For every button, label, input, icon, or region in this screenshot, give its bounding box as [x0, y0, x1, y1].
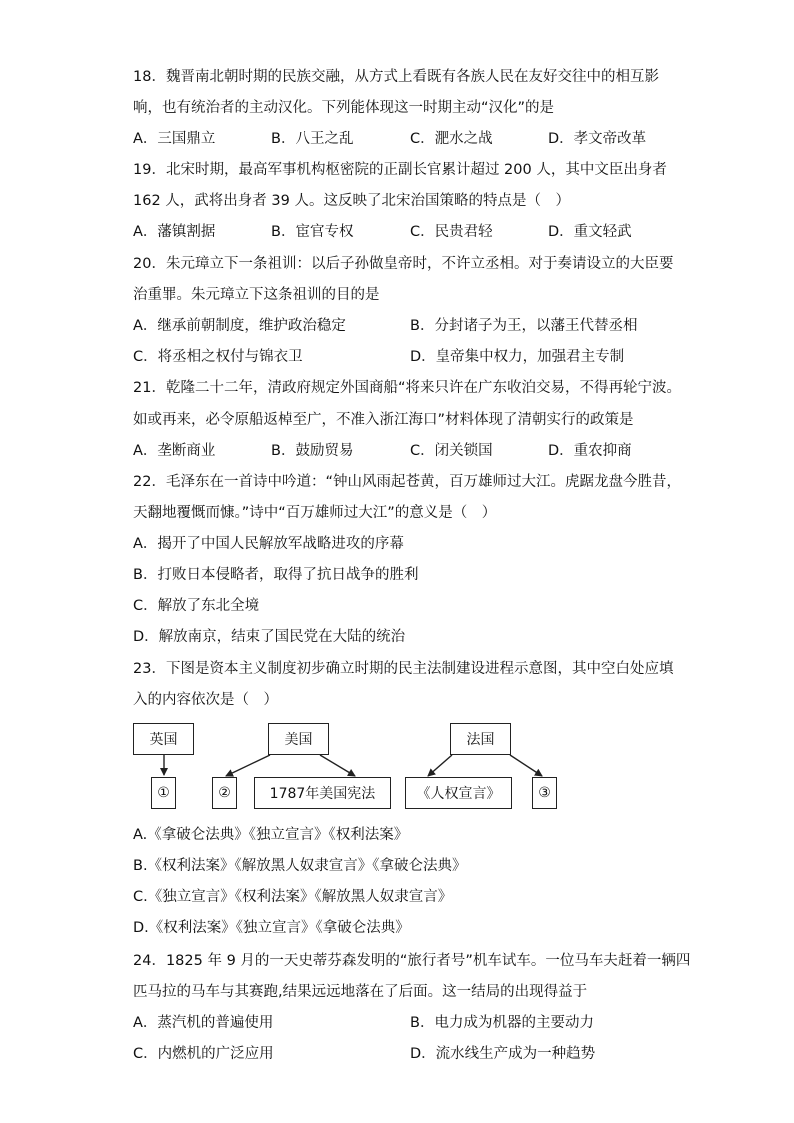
q18-stem-line2: 响，也有统治者的主动汉化。下列能体现这一时期主动“汉化”的是 [133, 100, 555, 116]
arrow-us-to-2 [226, 755, 270, 776]
q22-option-c[interactable]: C．解放了东北全境 [133, 598, 260, 614]
arrow-fr-to-3 [510, 755, 542, 776]
diagram-box-us: 美国 [268, 723, 329, 755]
q19-option-b[interactable]: B．宦官专权 [271, 224, 354, 240]
q24-option-b[interactable]: B．电力成为机器的主要动力 [410, 1015, 594, 1031]
diagram-box-us-constitution: 1787年美国宪法 [254, 777, 391, 809]
q19-stem-line1: 19．北宋时期，最高军事机构枢密院的正副长官累计超过 200 人，其中文臣出身者 [133, 162, 667, 178]
q20-option-a[interactable]: A．继承前朝制度，维护政治稳定 [133, 318, 346, 334]
q23-option-a[interactable]: A.《拿破仑法典》《独立宣言》《权利法案》 [133, 827, 409, 843]
q23-option-c[interactable]: C.《独立宣言》《权利法案》《解放黑人奴隶宣言》 [133, 889, 453, 905]
q21-stem-line1: 21．乾隆二十二年，清政府规定外国商船“将来只许在广东收泊交易，不得再轮宁波。 [133, 380, 681, 396]
q21-option-c[interactable]: C．闭关锁国 [410, 443, 493, 459]
q22-option-b[interactable]: B．打败日本侵略者，取得了抗日战争的胜利 [133, 567, 419, 583]
q22-stem-line1: 22．毛泽东在一首诗中吟道：“钟山风雨起苍黄，百万雄师过大江。虎踞龙盘今胜昔， [133, 474, 681, 490]
arrow-fr-to-rights [428, 755, 452, 776]
diagram-box-fr: 法国 [450, 723, 511, 755]
q19-option-a[interactable]: A．藩镇割据 [133, 224, 216, 240]
q23-option-d[interactable]: D.《权利法案》《独立宣言》《拿破仑法典》 [133, 920, 410, 936]
arrow-us-to-const [320, 755, 355, 776]
q20-option-c[interactable]: C．将丞相之权付与锦衣卫 [133, 349, 303, 365]
q19-option-c[interactable]: C．民贵君轻 [410, 224, 493, 240]
q22-option-d[interactable]: D．解放南京，结束了国民党在大陆的统治 [133, 629, 406, 645]
q24-stem-line2: 匹马拉的马车与其赛跑,结果远远地落在了后面。这一结局的出现得益于 [133, 984, 588, 1000]
diagram-box-rights-declaration: 《人权宣言》 [405, 777, 512, 809]
q18-option-b[interactable]: B．八王之乱 [271, 131, 354, 147]
q24-option-a[interactable]: A．蒸汽机的普遍使用 [133, 1015, 274, 1031]
q23-stem-line1: 23．下图是资本主义制度初步确立时期的民主法制建设进程示意图，其中空白处应填 [133, 661, 674, 677]
q21-option-b[interactable]: B．鼓励贸易 [271, 443, 354, 459]
q20-option-b[interactable]: B．分封诸子为王，以藩王代替丞相 [410, 318, 638, 334]
q24-option-c[interactable]: C．内燃机的广泛应用 [133, 1046, 274, 1062]
q24-stem-line1: 24．1825 年 9 月的一天史蒂芬森发明的“旅行者号”机车试车。一位马车夫赶着一辆四 [133, 953, 691, 969]
q19-stem-line2: 162 人，武将出身者 39 人。这反映了北宋治国策略的特点是（ ） [133, 193, 570, 209]
q23-stem-line2: 入的内容依次是（ ） [133, 692, 278, 708]
q18-stem-line1: 18．魏晋南北朝时期的民族交融，从方式上看既有各族人民在友好交往中的相互影 [133, 69, 659, 85]
q21-stem-line2: 如或再来，必令原船返棹至广，不准入浙江海口”材料体现了清朝实行的政策是 [133, 412, 634, 428]
q18-option-c[interactable]: C．淝水之战 [410, 131, 493, 147]
q20-stem-line1: 20．朱元璋立下一条祖训：以后子孙做皇帝时，不许立丞相。对于奏请设立的大臣要 [133, 256, 674, 272]
q18-option-a[interactable]: A．三国鼎立 [133, 131, 216, 147]
q24-option-d[interactable]: D．流水线生产成为一种趋势 [410, 1046, 596, 1062]
diagram-box-uk: 英国 [133, 723, 194, 755]
diagram-box-blank-2: ② [212, 777, 237, 809]
q18-option-d[interactable]: D．孝文帝改革 [548, 131, 647, 147]
q22-stem-line2: 天翻地覆慨而慷。”诗中“百万雄师过大江”的意义是（ ） [133, 505, 497, 521]
q20-option-d[interactable]: D．皇帝集中权力，加强君主专制 [410, 349, 625, 365]
diagram-box-blank-3: ③ [532, 777, 557, 809]
q19-option-d[interactable]: D．重文轻武 [548, 224, 632, 240]
diagram-box-blank-1: ① [151, 777, 176, 809]
q20-stem-line2: 治重罪。朱元璋立下这条祖训的目的是 [133, 287, 380, 303]
q21-option-a[interactable]: A．垄断商业 [133, 443, 216, 459]
q21-option-d[interactable]: D．重农抑商 [548, 443, 632, 459]
q22-option-a[interactable]: A．揭开了中国人民解放军战略进攻的序幕 [133, 536, 404, 552]
q23-option-b[interactable]: B.《权利法案》《解放黑人奴隶宣言》《拿破仑法典》 [133, 858, 467, 874]
